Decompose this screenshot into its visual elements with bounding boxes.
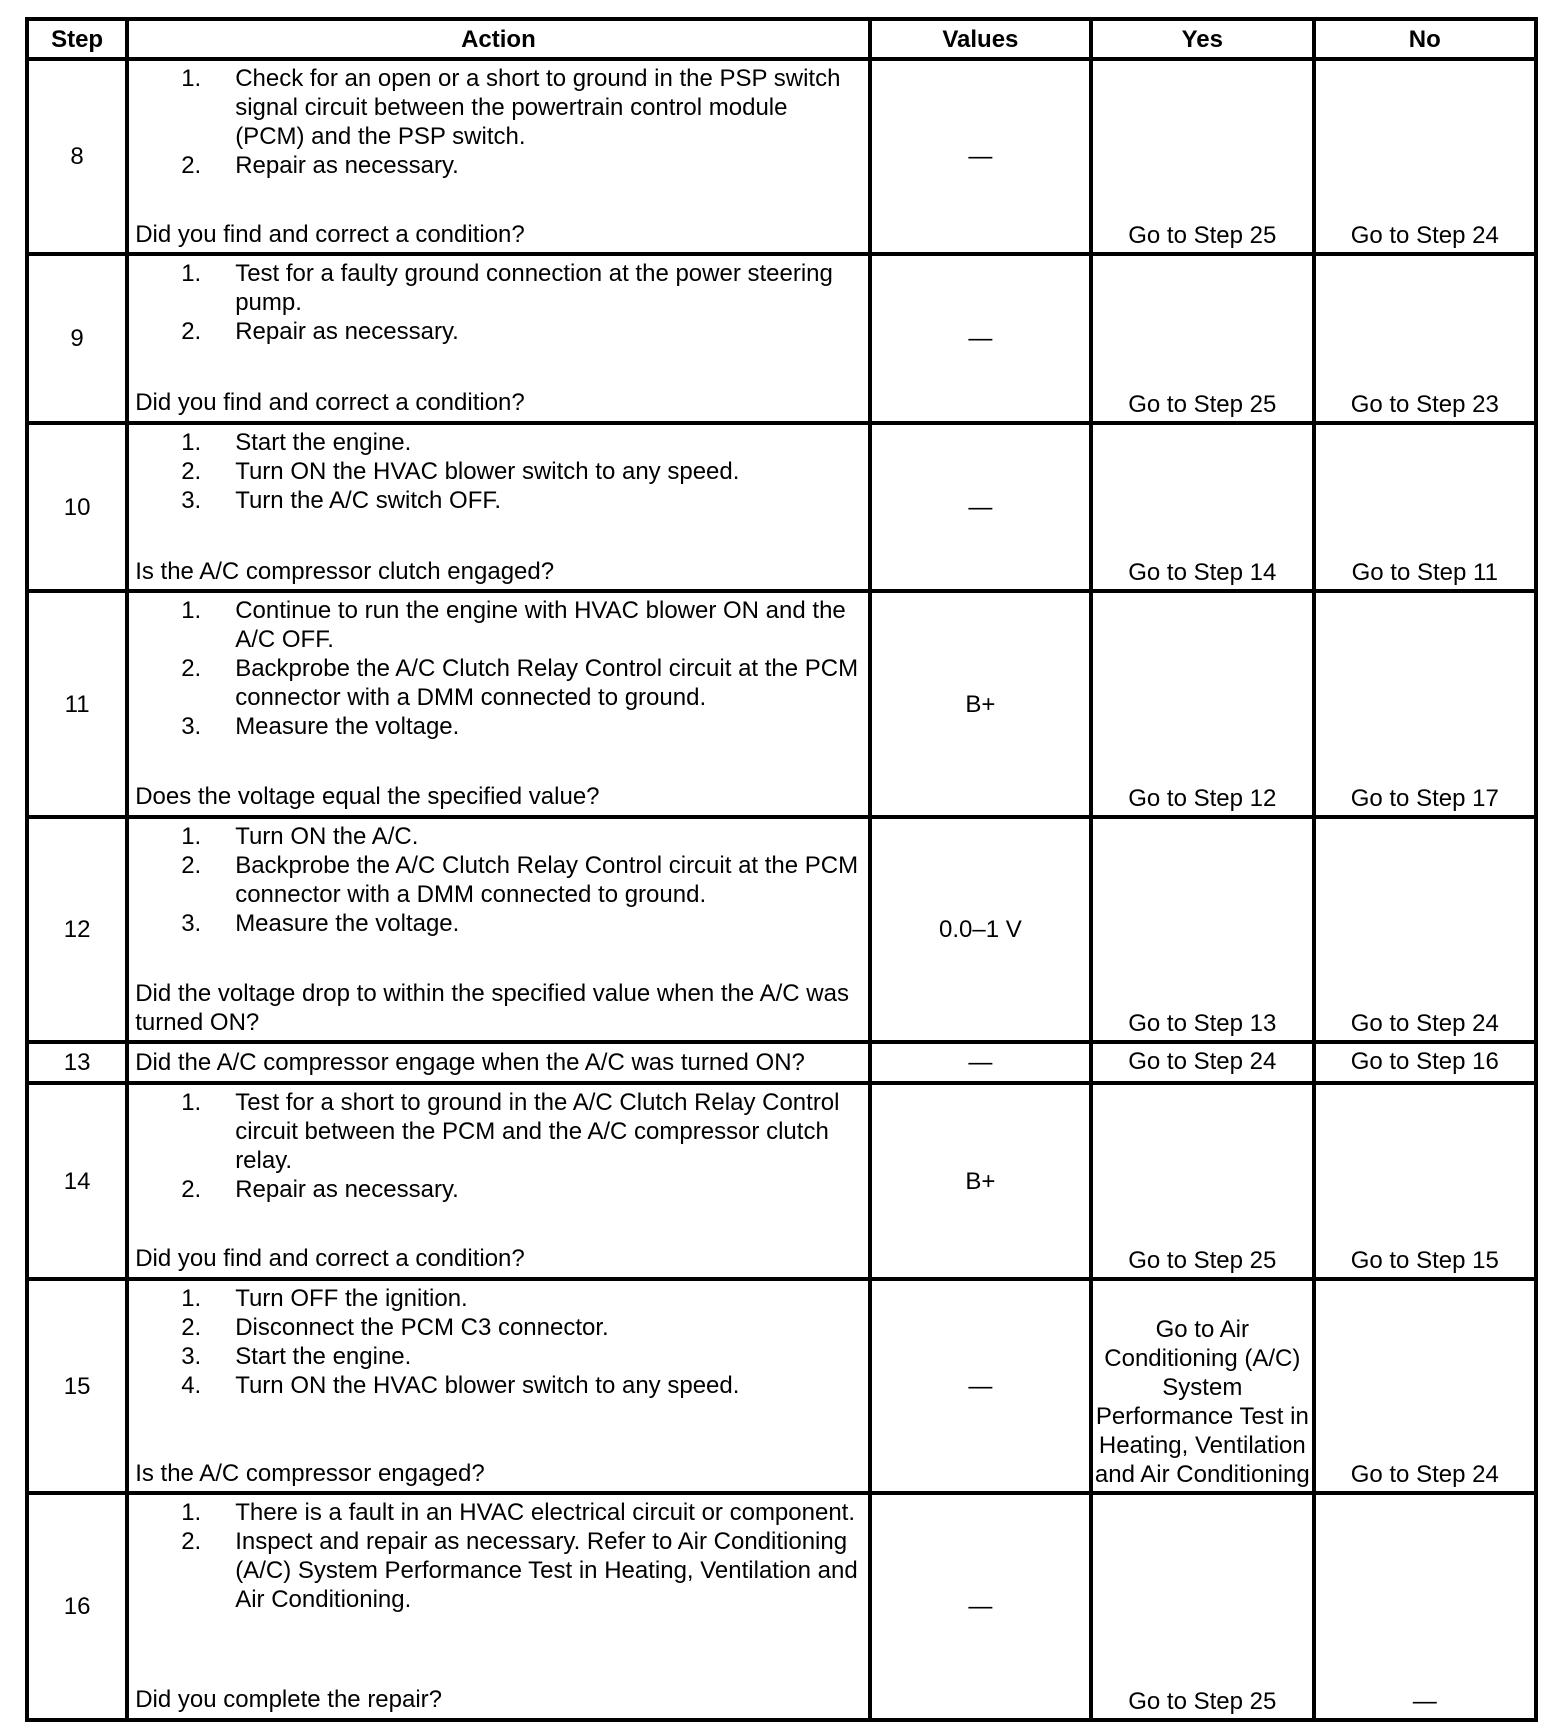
no-cell: Go to Step 24 <box>1314 59 1536 254</box>
action-step: Start the engine. <box>235 428 412 456</box>
action-cell <box>127 817 869 1043</box>
step-number: 12 <box>27 817 127 1043</box>
yes-cell: Go to Air Conditioning (A/C) System Performance Test in Heating, Ventilation and Air Conditioning <box>1091 1279 1313 1494</box>
action-steps-list <box>135 596 861 741</box>
no-cell: — <box>1314 1493 1536 1720</box>
step-number: 11 <box>27 591 127 817</box>
action-steps-list <box>135 64 861 180</box>
action-cell <box>127 591 869 817</box>
action-cell <box>127 1493 869 1720</box>
value-cell: — <box>870 59 1091 254</box>
table-row <box>27 591 1536 817</box>
action-step: Turn ON the A/C. <box>235 822 419 850</box>
step-number: 10 <box>27 423 127 591</box>
action-question: Is the A/C compressor clutch engaged? <box>135 557 555 585</box>
action-question: Did the voltage drop to within the specified value when the A/C was turned ON? <box>135 979 849 1036</box>
table-row <box>27 1279 1536 1494</box>
action-step: Inspect and repair as necessary. Refer to Air Conditioning (A/C) System Performance Test in Heating, Ventilation and Air Conditioning. <box>235 1528 858 1614</box>
value-cell: 0.0–1 V <box>870 817 1091 1043</box>
table-row <box>27 1493 1536 1720</box>
value-cell: — <box>870 1042 1091 1083</box>
action-step: Repair as necessary. <box>235 152 459 179</box>
action-question: Is the A/C compressor engaged? <box>135 1459 485 1487</box>
no-cell: Go to Step 16 <box>1314 1042 1536 1083</box>
no-cell: Go to Step 11 <box>1314 423 1536 591</box>
action-step: Turn OFF the ignition. <box>235 1284 468 1312</box>
value-cell: — <box>870 423 1091 591</box>
step-number: 16 <box>27 1493 127 1720</box>
action-cell <box>127 1083 869 1278</box>
action-step: Test for a short to ground in the A/C Clutch Relay Control circuit between the PCM and the A/C compressor clutch relay. <box>235 1089 840 1175</box>
no-cell: Go to Step 24 <box>1314 817 1536 1043</box>
action-cell <box>127 59 869 254</box>
no-cell: Go to Step 17 <box>1314 591 1536 817</box>
yes-cell: Go to Step 25 <box>1091 1493 1313 1720</box>
table-row <box>27 423 1536 591</box>
action-cell <box>127 423 869 591</box>
action-steps-list <box>135 1088 861 1204</box>
diagnostic-table <box>25 17 1538 1722</box>
action-step: Repair as necessary. <box>235 318 459 346</box>
table-row <box>27 1042 1536 1083</box>
action-steps-list <box>135 1498 861 1614</box>
no-cell: Go to Step 24 <box>1314 1279 1536 1494</box>
action-step: Measure the voltage. <box>235 909 460 937</box>
header-yes: Yes <box>1091 19 1313 59</box>
yes-cell: Go to Step 25 <box>1091 1083 1313 1278</box>
value-cell: — <box>870 1493 1091 1720</box>
action-step: Backprobe the A/C Clutch Relay Control circuit at the PCM connector with a DMM connected to ground. <box>235 655 859 712</box>
table-body <box>27 59 1536 1720</box>
yes-cell: Go to Step 25 <box>1091 254 1313 422</box>
action-step: Disconnect the PCM C3 connector. <box>235 1313 609 1341</box>
step-number: 9 <box>27 254 127 422</box>
action-steps-list <box>135 259 861 346</box>
step-number: 14 <box>27 1083 127 1278</box>
action-step: Test for a faulty ground connection at the power steering pump. <box>235 260 833 317</box>
action-step: Backprobe the A/C Clutch Relay Control circuit at the PCM connector with a DMM connected to ground. <box>235 851 859 908</box>
value-cell: — <box>870 1279 1091 1494</box>
yes-cell: Go to Step 25 <box>1091 59 1313 254</box>
action-question: Did you find and correct a condition? <box>135 1245 525 1273</box>
yes-cell: Go to Step 24 <box>1091 1042 1313 1083</box>
value-cell: — <box>870 254 1091 422</box>
action-step: Continue to run the engine with HVAC blower ON and the A/C OFF. <box>235 597 846 654</box>
step-number: 13 <box>27 1042 127 1083</box>
action-step: Turn ON the HVAC blower switch to any speed. <box>235 1371 740 1399</box>
no-cell: Go to Step 23 <box>1314 254 1536 422</box>
no-cell: Go to Step 15 <box>1314 1083 1536 1278</box>
action-cell <box>127 1042 869 1083</box>
action-steps-list <box>135 822 861 938</box>
action-question: Did you find and correct a condition? <box>135 221 525 248</box>
header-row <box>27 19 1536 59</box>
header-action: Action <box>127 19 869 59</box>
action-step: Measure the voltage. <box>235 713 460 741</box>
yes-cell: Go to Step 14 <box>1091 423 1313 591</box>
action-question: Did you find and correct a condition? <box>135 389 525 417</box>
action-step: Start the engine. <box>235 1342 412 1370</box>
table-row <box>27 59 1536 254</box>
step-number: 8 <box>27 59 127 254</box>
action-question: Did the A/C compressor engage when the A/C was turned ON? <box>135 1049 805 1077</box>
yes-cell: Go to Step 12 <box>1091 591 1313 817</box>
action-steps-list <box>135 1284 861 1400</box>
action-question: Does the voltage equal the specified value? <box>135 783 600 811</box>
table-row <box>27 254 1536 422</box>
header-values: Values <box>870 19 1091 59</box>
action-step: Turn the A/C switch OFF. <box>235 486 502 514</box>
header-step: Step <box>27 19 127 59</box>
action-cell <box>127 1279 869 1494</box>
value-cell: B+ <box>870 1083 1091 1278</box>
step-number: 15 <box>27 1279 127 1494</box>
action-question: Did you complete the repair? <box>135 1686 443 1714</box>
action-step: Turn ON the HVAC blower switch to any speed. <box>235 457 740 485</box>
yes-cell: Go to Step 13 <box>1091 817 1313 1043</box>
action-steps-list <box>135 428 861 515</box>
action-step: Repair as necessary. <box>235 1176 459 1204</box>
action-cell <box>127 254 869 422</box>
table-row <box>27 1083 1536 1278</box>
action-step: Check for an open or a short to ground in the PSP switch signal circuit between the powertrain control module (PCM) and the PSP switch. <box>235 65 841 150</box>
action-step: There is a fault in an HVAC electrical circuit or component. <box>235 1499 856 1527</box>
table-row <box>27 817 1536 1043</box>
header-no: No <box>1314 19 1536 59</box>
value-cell: B+ <box>870 591 1091 817</box>
